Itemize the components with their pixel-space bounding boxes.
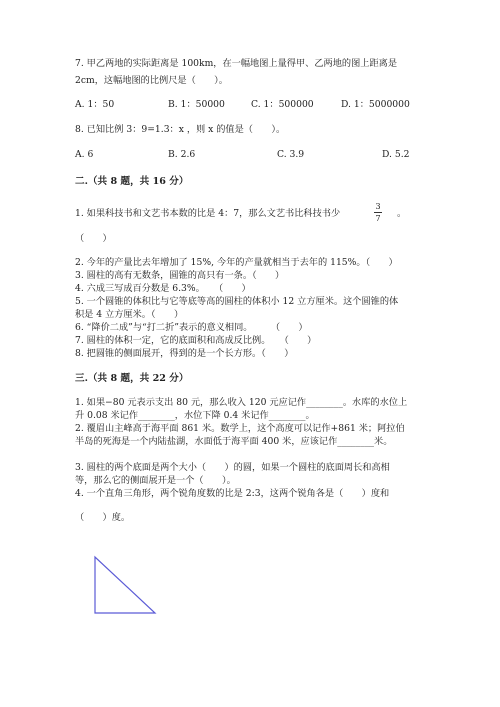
right-triangle-shape bbox=[95, 557, 155, 613]
s2-q1-tail: 。 bbox=[397, 208, 407, 219]
section3-heading: 三.（共 8 题，共 22 分） bbox=[75, 373, 189, 384]
q8-option-a: A. 6 bbox=[75, 149, 94, 160]
s2-q1-fraction-numerator: 3 bbox=[375, 202, 381, 211]
s3-q4-line2: （ ）度。 bbox=[75, 512, 131, 523]
s3-q3-line2: 等，那么它的侧面展开是一个（ ）。 bbox=[75, 475, 236, 486]
s3-q3-line1: 3. 圆柱的两个底面是两个大小（ ）的圆，如果一个圆柱的底面周长和高相 bbox=[75, 462, 390, 473]
s2-q1-fraction-denominator: 7 bbox=[375, 214, 381, 223]
q7-option-d: D. 1：5000000 bbox=[341, 99, 410, 110]
s2-q5-line1: 5. 一个圆锥的体积比与它等底等高的圆柱的体积小 12 立方厘米。这个圆锥的体 bbox=[75, 296, 399, 307]
section2-heading: 二.（共 8 题，共 16 分） bbox=[75, 176, 189, 187]
q8-option-b: B. 2.6 bbox=[168, 149, 196, 160]
s3-q4-line1: 4. 一个直角三角形，两个锐角度数的比是 2:3，这两个锐角各是（ ）度和 bbox=[75, 488, 390, 499]
q8-line1: 8. 已知比例 3：9=1.3：x ，则 x 的值是（ ）。 bbox=[75, 124, 286, 135]
s2-q5-line2: 积是 4 立方厘米。（ ） bbox=[75, 309, 184, 320]
s2-q3: 3. 圆柱的高有无数条，圆锥的高只有一条。（ ） bbox=[75, 270, 285, 281]
s2-q1-line2: （ ） bbox=[75, 233, 112, 244]
q7-line1: 7. 甲乙两地的实际距离是 100km，在一幅地图上量得甲、乙两地的图上距离是 bbox=[75, 58, 398, 69]
q8-option-d: D. 5.2 bbox=[382, 149, 410, 160]
s2-q4: 4. 六成三写成百分数是 6.3%。 （ ） bbox=[75, 283, 251, 294]
s2-q7: 7. 圆柱的体积一定，它的底面积和高成反比例。 （ ） bbox=[75, 335, 317, 346]
q7-option-b: B. 1：50000 bbox=[168, 99, 225, 110]
s2-q6: 6. “降价二成”与“打二折”表示的意义相同。 （ ） bbox=[75, 322, 308, 333]
s3-q1-line2: 升 0.08 米记作________，水位下降 0.4 米记作________。 bbox=[75, 410, 315, 421]
q7-line2: 2cm，这幅地图的比例尺是（ ）。 bbox=[75, 75, 228, 86]
s3-q2-line2: 半岛的死海是一个内陆盐湖，水面低于海平面 400 米，应该记作________米。 bbox=[75, 436, 393, 447]
s2-q1-line1: 1. 如果科技书和文艺书本数的比是 4：7，那么文艺书比科技书少 bbox=[75, 208, 341, 219]
q7-option-a: A. 1：50 bbox=[75, 99, 115, 110]
q7-option-c: C. 1：500000 bbox=[251, 99, 314, 110]
s2-q8: 8. 把圆锥的侧面展开，得到的是一个长方形。（ ） bbox=[75, 348, 294, 359]
s2-q2: 2. 今年的产量比去年增加了 15%, 今年的产量就相当于去年的 115%。（ ） bbox=[75, 257, 398, 268]
s3-q1-line1: 1. 如果−80 元表示支出 80 元，那么收入 120 元应记作________。水库的水位上 bbox=[75, 397, 408, 408]
q8-option-c: C. 3.9 bbox=[277, 149, 305, 160]
s3-q2-line1: 2. 覆眉山主峰高于海平面 861 米。数学上，这个高度可以记作+861 米；阿拉伯 bbox=[75, 423, 405, 434]
